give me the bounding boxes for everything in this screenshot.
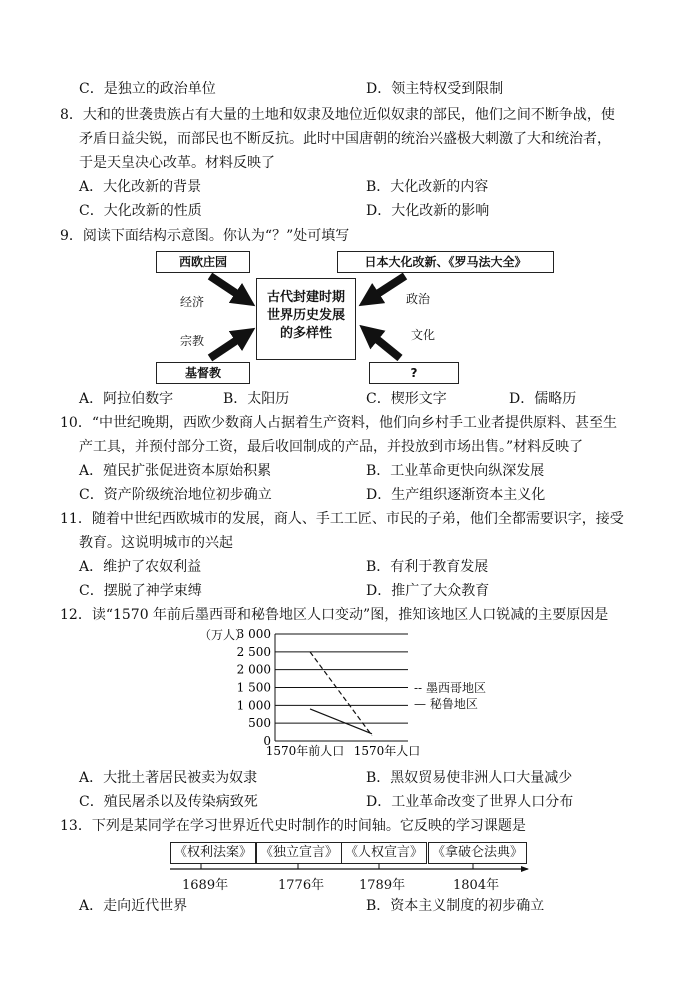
box-taika-roman-law: 日本大化改新、《罗马法大全》 — [337, 251, 554, 273]
year-1804: 1804年 — [453, 878, 500, 893]
legend-peru — [414, 695, 478, 712]
arrow-economy — [210, 276, 246, 300]
x-category-label: 1570年前人口 — [265, 744, 345, 758]
y-tick-label: 2 500 — [236, 644, 271, 659]
q11-option-b: B．有利于教育发展 — [366, 559, 489, 575]
legend-mexico-mark: -- — [414, 681, 423, 695]
timeline-bill-of-rights: 《权利法案》 — [170, 842, 256, 864]
box-christianity: 基督教 — [156, 362, 250, 384]
q12-stem: 12．读“1570 年前后墨西哥和秘鲁地区人口变动”图，推知该地区人口锐减的主要原因是 — [60, 607, 609, 623]
label-culture: 文化 — [411, 328, 436, 342]
q11-stem-line1: 11．随着中世纪西欧城市的发展，商人、手工工匠、市民的子弟，他们全都需要识字，接受 — [60, 511, 624, 527]
arrow-religion — [210, 334, 246, 358]
timeline-declaration-rights-of-man: 《人权宣言》 — [341, 842, 427, 864]
q7-option-d: D．领主特权受到限制 — [366, 81, 504, 97]
q12-option-b: B．黑奴贸易使非洲人口大量减少 — [366, 770, 573, 786]
label-politics: 政治 — [406, 292, 431, 306]
q12-option-a: A．大批土著居民被卖为奴隶 — [79, 770, 258, 786]
q13-stem: 13．下列是某同学在学习世界近代史时制作的时间轴。它反映的学习课题是 — [60, 818, 526, 834]
legend-mexico — [414, 679, 486, 696]
y-tick-label: 2 000 — [236, 662, 271, 677]
q9-option-b: B．太阳历 — [223, 391, 290, 407]
q10-option-b: B．工业革命更快向纵深发展 — [366, 463, 545, 479]
y-tick-label: 3 000 — [236, 627, 271, 641]
q11-option-c: C．摆脱了神学束缚 — [79, 583, 202, 599]
series-line-peru — [310, 709, 372, 734]
arrow-politics — [368, 276, 405, 300]
box-western-manor: 西欧庄园 — [156, 251, 250, 273]
y-tick-label: 1 000 — [236, 698, 271, 713]
q9-option-a: A．阿拉伯数字 — [79, 391, 174, 407]
series-line-mexico — [310, 652, 372, 736]
q10-stem-line2: 产工具，并预付部分工资，最后收回制成的产品，并投放到市场出售。”材料反映了 — [79, 439, 584, 455]
q10-stem-line1: 10．“中世纪晚期，西欧少数商人占据着生产资料，他们向乡村手工业者提供原料、甚至生 — [60, 415, 617, 431]
center-line1: 古代封建时期 — [266, 290, 345, 305]
q8-stem-line1: 8．大和的世袭贵族占有大量的土地和奴隶及地位近似奴隶的部民，他们之间不断争战，使 — [60, 107, 615, 123]
q8-option-b: B．大化改新的内容 — [366, 179, 489, 195]
box-center-theme — [256, 278, 356, 360]
year-1689: 1689年 — [182, 878, 229, 893]
timeline-napoleonic-code: 《拿破仑法典》 — [428, 842, 527, 864]
q8-option-a: A．大化改新的背景 — [79, 179, 202, 195]
year-1776: 1776年 — [278, 878, 325, 893]
q10-option-a: A．殖民扩张促进资本原始积累 — [79, 463, 272, 479]
label-religion: 宗教 — [180, 334, 205, 348]
q10-option-c: C．资产阶级统治地位初步确立 — [79, 487, 272, 503]
q11-option-a: A．维护了农奴利益 — [79, 559, 202, 575]
legend-mexico-label: 墨西哥地区 — [425, 681, 486, 695]
q9-option-c: C．楔形文字 — [366, 391, 447, 407]
year-1789: 1789年 — [359, 878, 406, 893]
y-tick-label: 0 — [263, 734, 271, 748]
center-line2: 世界历史发展 — [266, 308, 345, 323]
x-category-label: 1570年人口 — [353, 744, 421, 758]
legend-peru-label: 秘鲁地区 — [429, 697, 478, 711]
y-tick-label: 500 — [248, 716, 271, 731]
q13-option-a: A．走向近代世界 — [79, 898, 188, 914]
q12-option-c: C．殖民屠杀以及传染病致死 — [79, 794, 258, 810]
q12-option-d: D．工业革命改变了世界人口分布 — [366, 794, 574, 810]
center-line3: 的多样性 — [279, 326, 332, 341]
q9-stem: 9．阅读下面结构示意图。你认为“？”处可填写 — [60, 228, 350, 244]
label-economy: 经济 — [180, 295, 205, 309]
q13-option-b: B．资本主义制度的初步确立 — [366, 898, 545, 914]
q8-stem-line3: 于是天皇决心改革。材料反映了 — [79, 155, 275, 171]
q8-option-d: D．大化改新的影响 — [366, 203, 490, 219]
q8-stem-line2: 矛盾日益尖锐，而部民也不断反抗。此时中国唐朝的统治兴盛极大刺激了大和统治者， — [79, 131, 611, 147]
q10-option-d: D．生产组织逐渐资本主义化 — [366, 487, 546, 503]
q8-option-c: C．大化改新的性质 — [79, 203, 202, 219]
arrow-culture — [368, 332, 400, 358]
q11-option-d: D．推广了大众教育 — [366, 583, 490, 599]
q11-stem-line2: 教育。这说明城市的兴起 — [79, 535, 233, 551]
timeline-declaration-independence: 《独立宣言》 — [256, 842, 342, 864]
q9-option-d: D．儒略历 — [509, 391, 577, 407]
legend-peru-mark: — — [414, 697, 426, 711]
q7-option-c: C．是独立的政治单位 — [79, 81, 216, 97]
box-question-mark: ? — [369, 362, 459, 384]
y-tick-label: 1 500 — [236, 680, 271, 695]
chart-ylabel: （万人） — [199, 628, 248, 642]
